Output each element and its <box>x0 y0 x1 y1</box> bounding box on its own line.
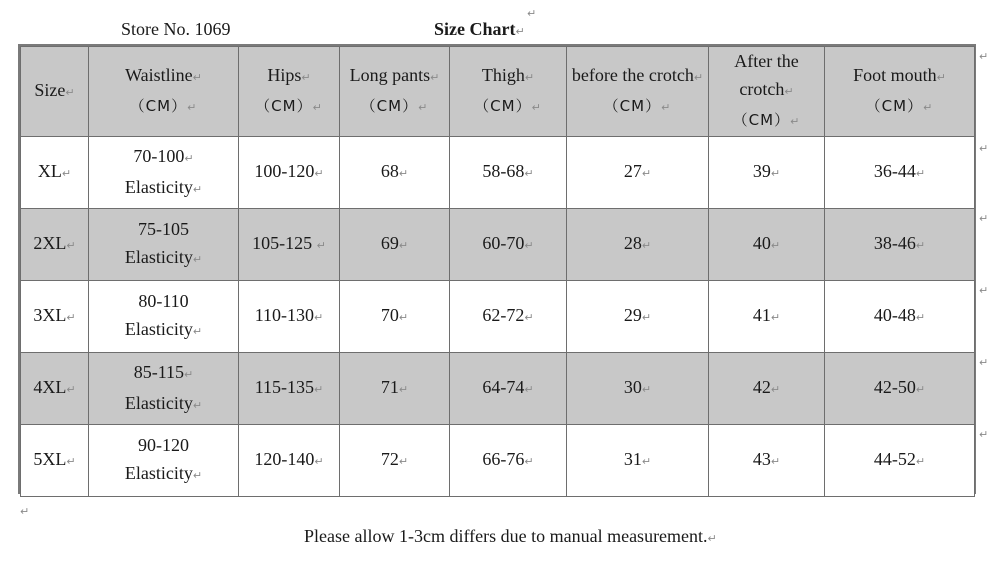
table-row <box>21 353 975 425</box>
before-crotch-cell: 31↵ <box>567 425 709 497</box>
size-cell: XL↵ <box>21 137 89 209</box>
measurement-note: Please allow 1-3cm differs due to manual measurement.↵ <box>304 526 717 546</box>
row-end-marks <box>979 44 999 494</box>
waistline-cell: 90-120 Elasticity↵ <box>89 425 239 497</box>
header <box>0 7 1000 41</box>
waistline-cell: 70-100↵ Elasticity↵ <box>89 137 239 209</box>
paragraph-mark: ↵ <box>515 25 525 38</box>
after-crotch-cell: 40↵ <box>709 209 825 281</box>
table-row <box>21 425 975 497</box>
column-header-foot-mouth: Foot mouth↵ （CM）↵ <box>825 47 975 137</box>
size-cell: 2XL↵ <box>21 209 89 281</box>
after-crotch-cell: 43↵ <box>709 425 825 497</box>
foot-mouth-cell: 40-48↵ <box>825 281 975 353</box>
hips-cell: 115-135↵ <box>239 353 340 425</box>
foot-mouth-cell: 36-44↵ <box>825 137 975 209</box>
paragraph-mark: ↵ <box>979 212 989 225</box>
size-chart-table <box>20 46 975 497</box>
before-crotch-cell: 30↵ <box>567 353 709 425</box>
hips-cell: 120-140↵ <box>239 425 340 497</box>
long-pants-cell: 70↵ <box>340 281 450 353</box>
before-crotch-cell: 27↵ <box>567 137 709 209</box>
header-row <box>21 47 975 137</box>
column-header-hips: Hips↵ （CM）↵ <box>239 47 340 137</box>
table-row <box>21 137 975 209</box>
waistline-cell: 75-105 Elasticity↵ <box>89 209 239 281</box>
size-cell: 3XL↵ <box>21 281 89 353</box>
paragraph-mark: ↵ <box>527 7 537 20</box>
store-number: Store No. 1069 <box>121 19 231 39</box>
long-pants-cell: 71↵ <box>340 353 450 425</box>
column-header-thigh: Thigh↵ （CM）↵ <box>450 47 567 137</box>
thigh-cell: 64-74↵ <box>450 353 567 425</box>
after-crotch-cell: 41↵ <box>709 281 825 353</box>
paragraph-mark: ↵ <box>20 505 30 518</box>
column-header-waistline: Waistline↵ （CM）↵ <box>89 47 239 137</box>
size-chart-table-frame <box>18 44 976 494</box>
column-header-before-crotch: before the crotch↵ （CM）↵ <box>567 47 709 137</box>
page-title <box>434 19 525 40</box>
column-header-after-crotch: After the crotch↵ （CM）↵ <box>709 47 825 137</box>
hips-cell: 105-125 ↵ <box>239 209 340 281</box>
paragraph-mark: ↵ <box>979 284 989 297</box>
paragraph-mark: ↵ <box>979 50 989 63</box>
after-crotch-cell: 39↵ <box>709 137 825 209</box>
column-header-long-pants: Long pants↵ （CM）↵ <box>340 47 450 137</box>
paragraph-mark: ↵ <box>979 356 989 369</box>
long-pants-cell: 69↵ <box>340 209 450 281</box>
size-cell: 5XL↵ <box>21 425 89 497</box>
paragraph-mark: ↵ <box>979 428 989 441</box>
table-row <box>21 209 975 281</box>
thigh-cell: 58-68↵ <box>450 137 567 209</box>
paragraph-mark: ↵ <box>979 142 989 155</box>
waistline-cell: 80-110 Elasticity↵ <box>89 281 239 353</box>
hips-cell: 100-120↵ <box>239 137 340 209</box>
long-pants-cell: 72↵ <box>340 425 450 497</box>
size-cell: 4XL↵ <box>21 353 89 425</box>
thigh-cell: 60-70↵ <box>450 209 567 281</box>
long-pants-cell: 68↵ <box>340 137 450 209</box>
before-crotch-cell: 28↵ <box>567 209 709 281</box>
column-header-size: Size↵ <box>21 47 89 137</box>
thigh-cell: 66-76↵ <box>450 425 567 497</box>
foot-mouth-cell: 44-52↵ <box>825 425 975 497</box>
thigh-cell: 62-72↵ <box>450 281 567 353</box>
hips-cell: 110-130↵ <box>239 281 340 353</box>
waistline-cell: 85-115↵ Elasticity↵ <box>89 353 239 425</box>
title-text: Size Chart <box>434 19 516 39</box>
foot-mouth-cell: 42-50↵ <box>825 353 975 425</box>
after-crotch-cell: 42↵ <box>709 353 825 425</box>
before-crotch-cell: 29↵ <box>567 281 709 353</box>
foot-mouth-cell: 38-46↵ <box>825 209 975 281</box>
table-row <box>21 281 975 353</box>
